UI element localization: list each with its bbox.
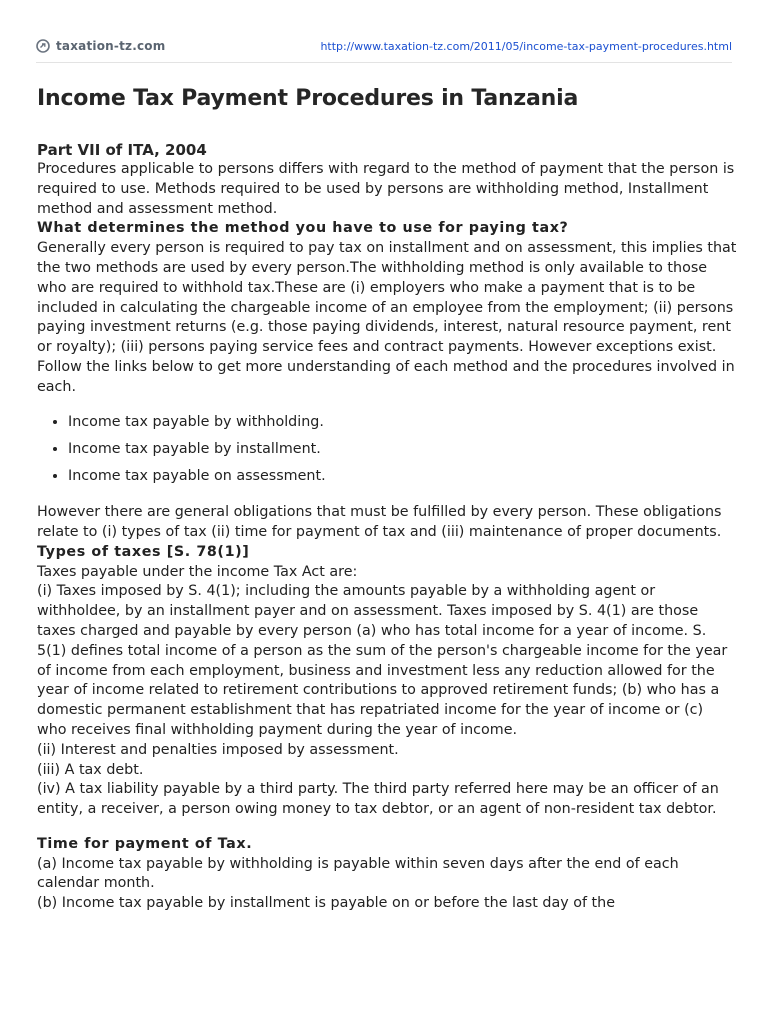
page-title: Income Tax Payment Procedures in Tanzania [37, 86, 579, 111]
obligations-paragraph: However there are general obligations that must be fulfilled by every person. These obligations relate to (i) types of tax (ii) time for payment of tax and (iii) maintenance of proper documents. [37, 504, 722, 540]
method-question-heading: What determines the method you have to use for paying tax? [37, 220, 569, 237]
site-brand[interactable] [36, 39, 165, 53]
page-header [36, 36, 732, 56]
time-item-a: (a) Income tax payable by withholding is payable within seven days after the end of each calendar month. [37, 855, 679, 892]
method-links-list [37, 413, 737, 488]
types-item-iv: (iv) A tax liability payable by a third party. The third party referred here may be an officer of an entity, a receiver, a person owing money to tax debtor, or an agent of non-resident tax debtor. [37, 781, 719, 818]
link-icon [36, 39, 50, 53]
link-withholding[interactable]: • Income tax payable by withholding. [68, 413, 737, 433]
follow-links-text: Follow the links below to get more understanding of each method and the procedures involved in each. [37, 358, 735, 395]
section-gap [37, 820, 737, 835]
header-divider [36, 62, 732, 63]
types-heading: Types of taxes [S. 78(1)] [37, 543, 250, 560]
types-intro: Taxes payable under the income Tax Act are: [37, 563, 358, 580]
time-item-b: (b) Income tax payable by installment is payable on or before the last day of the [37, 895, 616, 912]
section-subtitle: Part VII of ITA, 2004 [37, 141, 207, 159]
link-assessment[interactable]: • Income tax payable on assessment. [68, 467, 737, 487]
types-item-ii: (ii) Interest and penalties imposed by assessment. [37, 741, 399, 758]
site-name: taxation-tz.com [56, 39, 166, 53]
link-installment[interactable]: • Income tax payable by installment. [68, 440, 737, 460]
intro-paragraph: Procedures applicable to persons differs with regard to the method of payment that the person is required to use. Methods required to be used by persons are withholding method, Installment method and assessment method. [37, 161, 735, 217]
article-body [37, 84, 737, 914]
types-item-iii: (iii) A tax debt. [37, 761, 144, 778]
method-question-answer: Generally every person is required to pay tax on installment and on assessment, this implies that the two methods are used by every person.The withholding method is only available to those who are required to withhold tax.These are (i) employers who make a payment that is to be included in calculating the chargeable income of an employee from the employment; (ii) persons paying investment returns (e.g. those paying dividends, interest, natural resource payment, rent or royalty); (iii) persons paying service fees and contract payments. However exceptions exist. [37, 240, 737, 356]
time-heading: Time for payment of Tax. [37, 835, 253, 852]
source-url-link[interactable]: http://www.taxation-tz.com/2011/05/income-tax-payment-procedures.html [320, 39, 732, 53]
types-item-i: (i) Taxes imposed by S. 4(1); including the amounts payable by a withholding agent or withholdee, by an installment payer and on assessment. Taxes imposed by S. 4(1) are those taxes charged and payable by every person (a) who has total income for a year of income. S. 5(1) defines total income of a person as the sum of the person's chargeable income for the year of income from each employment, business and investment less any reduction allowed for the year of income related to retirement contributions to approved retirement funds; (b) who has a domestic permanent establishment that has repatriated income for the year of income or (c) who receives final withholding payment during the year of income. [37, 583, 728, 738]
